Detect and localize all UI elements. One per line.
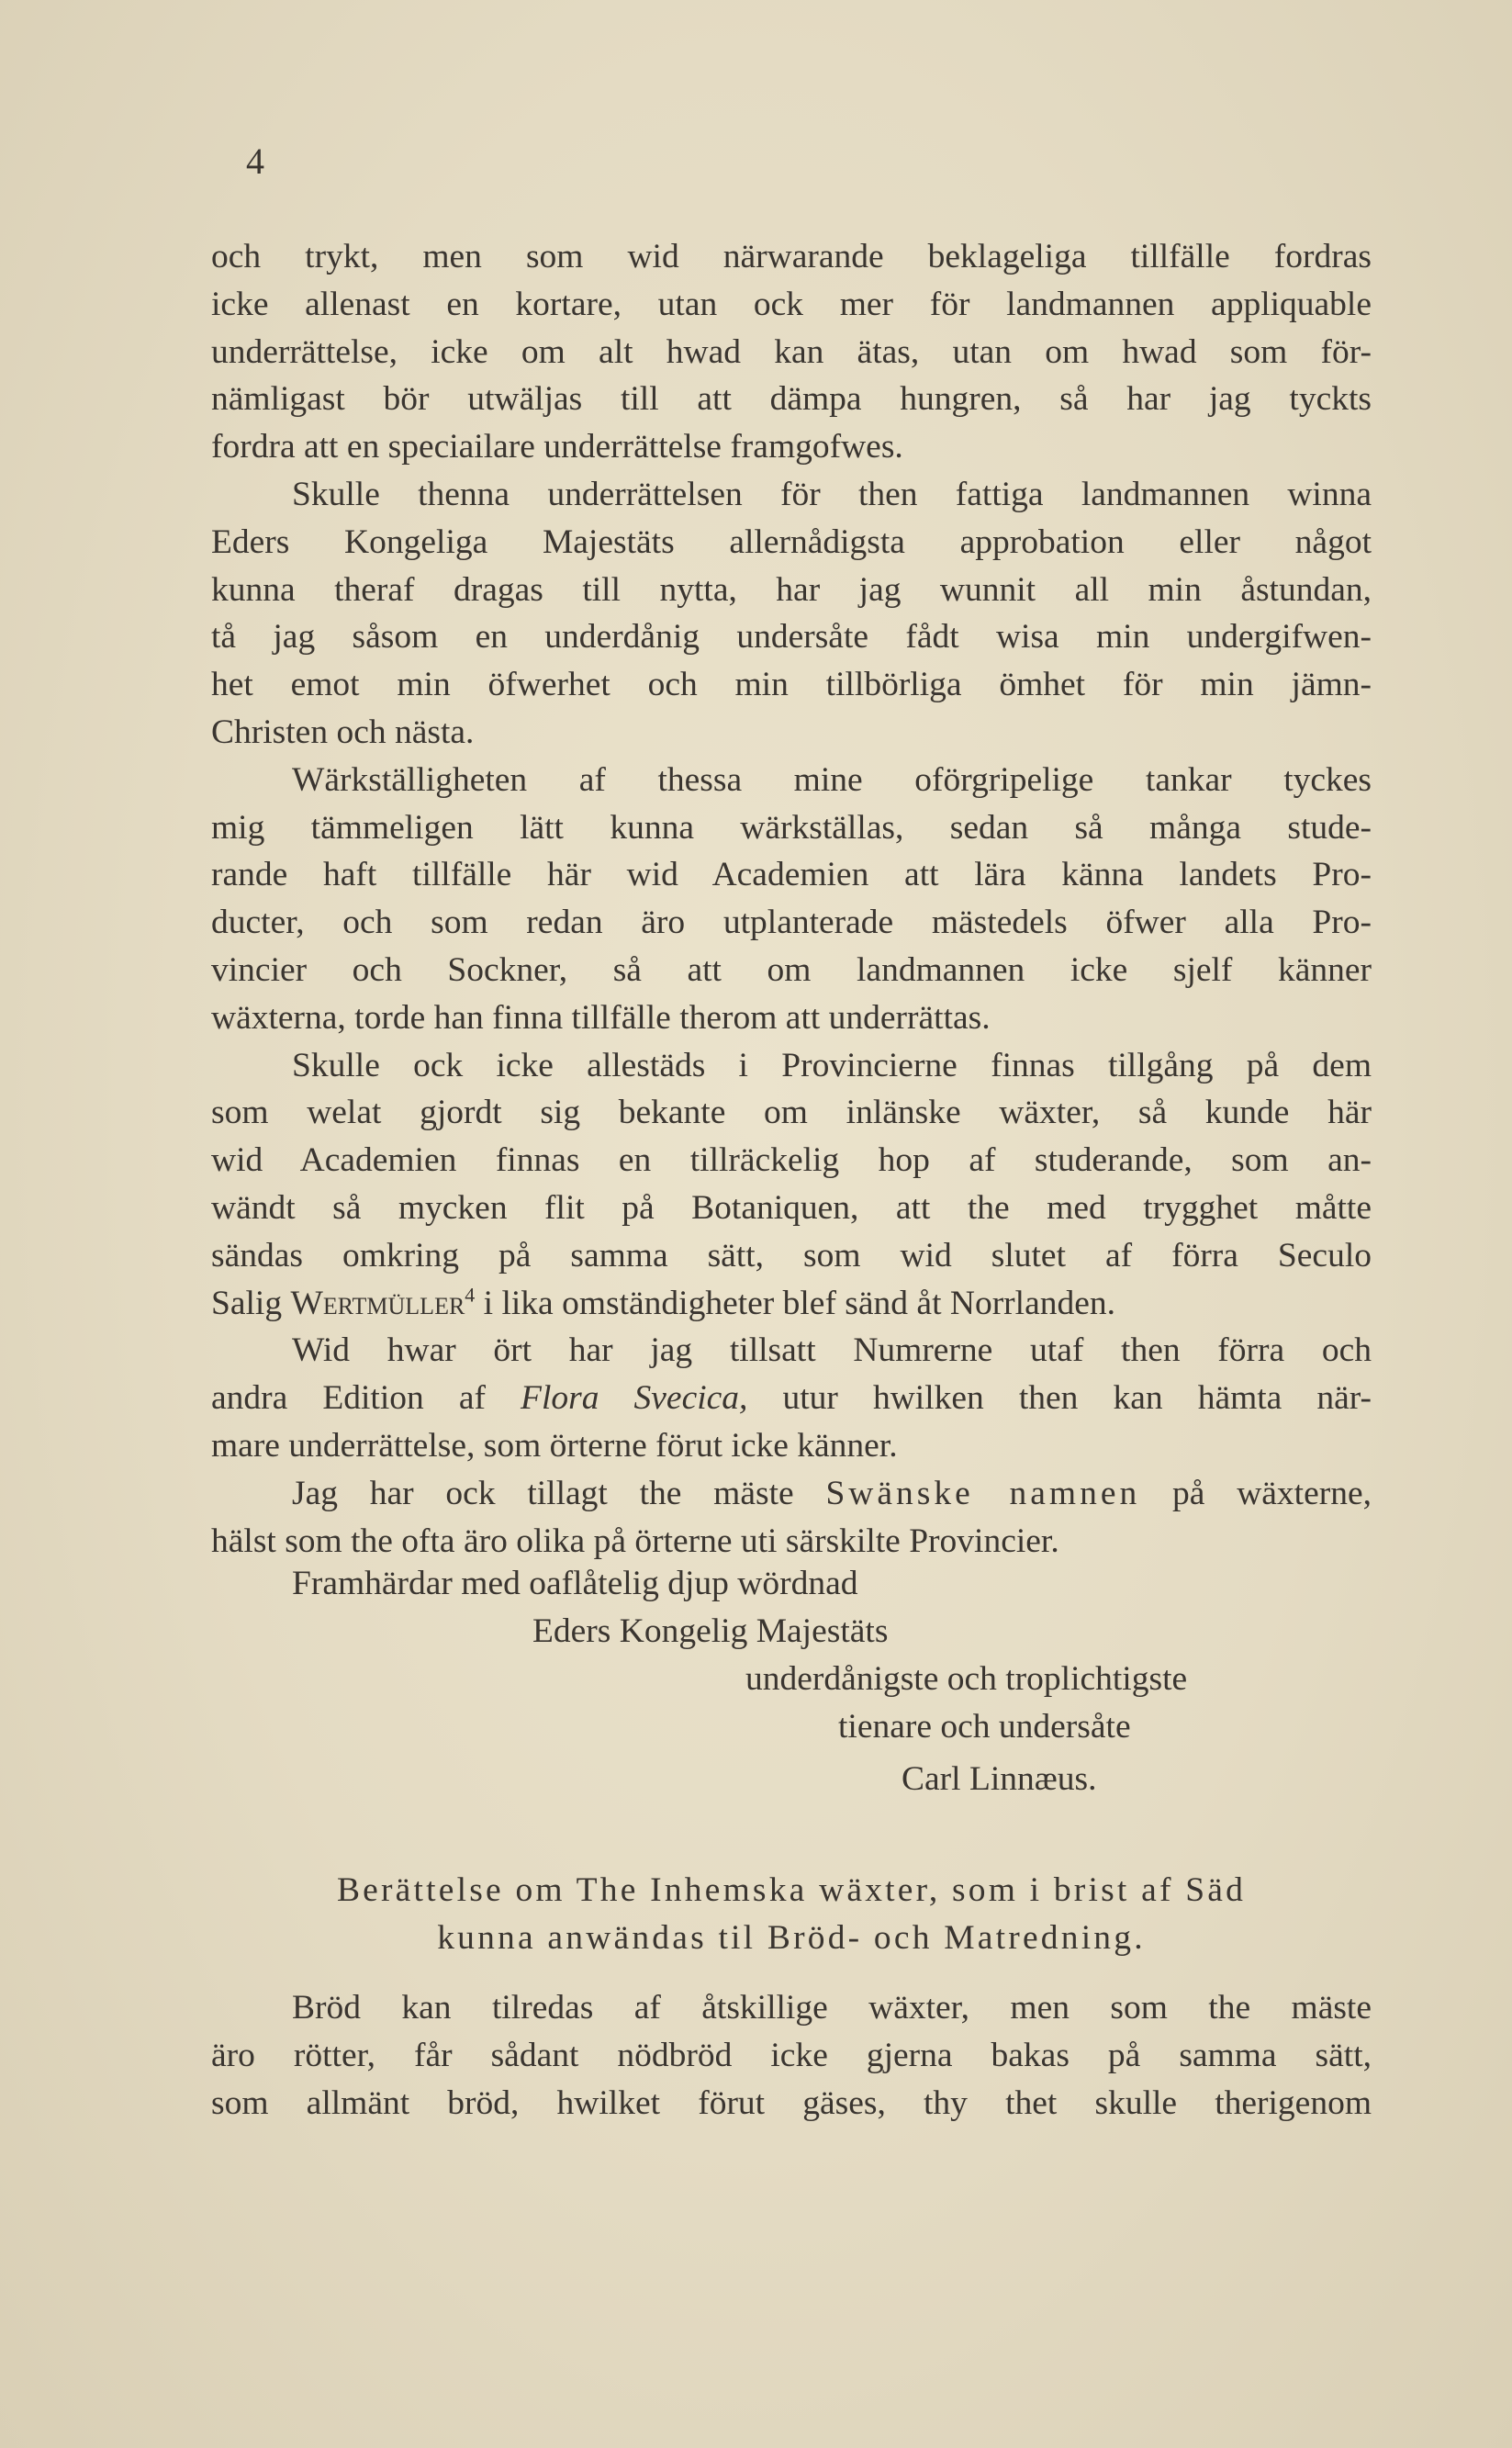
paragraph-3 [211,757,1372,1042]
text-line: kunna theraf dragas till nytta, har jag wunnit all min åstundan, [211,570,1372,609]
paragraph-1 [211,233,1372,471]
text-line: fordra att en speciailare underrättelse framgofwes. [211,428,903,466]
text-line [211,1470,1372,1518]
text-fragment: i lika omständigheter blef sänd åt Norrlanden. [475,1284,1116,1322]
closing-line: tienare och undersåte [838,1708,1131,1746]
text-line: Skulle thenna underrättelsen för then fattiga landmannen winna [292,475,1372,513]
closing-line: underdånigste och troplichtigste [745,1660,1188,1698]
text-line: sändas omkring på samma sätt, som wid slutet af förra Seculo [211,1236,1372,1275]
text-line: hälst som the ofta äro olika på örterne uti särskilte Provincier. [211,1522,1059,1560]
text-line: wid Academien finnas en tillräckelig hop af studerande, som an- [211,1141,1372,1180]
text-line: mig tämmeligen lätt kunna wärkställas, sedan så många stude- [211,808,1372,847]
text-fragment: Jag har ock tillagt the mäste [292,1474,826,1512]
text-line [211,1280,1372,1328]
text-line: underrättelse, icke om alt hwad kan ätas, utan om hwad som för- [211,332,1372,371]
text-line: Wid hwar ört har jag tillsatt Numrerne utaf then förra och [292,1331,1372,1370]
text-line: Skulle ock icke allestäds i Provincierne finnas tillgång på dem [292,1046,1372,1084]
paragraph-6 [211,1470,1372,1566]
page-number: 4 [246,140,264,182]
text-fragment: andra Edition af [211,1379,521,1418]
heading-line: Berättelse om The Inhemska wäxter, som i brist af Säd [336,1871,1247,1909]
text-line: wäxterna, torde han finna tillfälle therom att underrättas. [211,998,991,1037]
text-line: tå jag såsom en underdånig undersåte fådt wisa min undergifwen- [211,618,1372,657]
closing-line: Framhärdar med oaflåtelig djup wördnad [292,1565,858,1602]
text-fragment: Salig [211,1284,291,1322]
closing-line: Eders Kongelig Majestäts [532,1612,889,1650]
text-line [211,1375,1372,1422]
text-line: nämligast bör utwäljas till att dämpa hungren, så har jag tyckts [211,380,1372,419]
text-line: som welat gjordt sig bekante om inlänske wäxter, så kunde här [211,1094,1372,1132]
text-line: Bröd kan tilredas af åtskillige wäxter, men som the mäste [292,1989,1372,2027]
paragraph-final-body [211,1984,1372,2127]
text-line: icke allenast en kortare, utan ock mer för landmannen appliquable [211,285,1372,323]
text-fragment: utur hwilken then kan hämta när- [747,1379,1372,1418]
text-line: rande haft tillfälle här wid Academien att lära känna landets Pro- [211,856,1372,894]
paragraph-2 [211,471,1372,757]
paragraph-4 [211,1042,1372,1328]
text-line: äro rötter, får sådant nödbröd icke gjerna bakas på samma sätt, [211,2036,1372,2074]
signature: Carl Linnæus. [902,1760,1097,1798]
spaced-emphasis: Swänske namnen [825,1474,1141,1512]
paragraph-5 [211,1327,1372,1469]
text-line: Wärkställigheten af thessa mine oförgripelige tankar tyckes [292,760,1372,799]
text-line: vincier och Sockner, så att om landmannen icke sjelf känner [211,950,1372,989]
footnote-marker: 4 [465,1283,476,1307]
text-line: ducter, och som redan äro utplanterade mästedels öfwer alla Pro- [211,904,1372,942]
body-text [211,233,1372,1565]
section-heading [211,1867,1372,1962]
paragraph-final [211,1984,1372,2127]
text-line: Christen och nästa. [211,713,475,751]
text-line: Eders Kongeliga Majestäts allernådigsta approbation eller något [211,522,1372,561]
text-line: wändt så mycken flit på Botaniquen, att the med trygghet måtte [211,1188,1372,1227]
text-line: som allmänt bröd, hwilket förut gäses, thy thet skulle therigenom [211,2083,1372,2122]
text-fragment: på wäxterne, [1140,1474,1372,1512]
person-name: Wertmüller [290,1284,465,1322]
text-line: het emot min öfwerhet och min tillbörliga ömhet för min jämn- [211,666,1372,704]
heading-line: kunna anwändas til Bröd- och Matredning. [437,1919,1146,1957]
book-title: Flora Svecica, [521,1379,748,1418]
text-line: och trykt, men som wid närwarande beklageliga tillfälle fordras [211,238,1372,275]
text-line: mare underrättelse, som örterne förut icke känner. [211,1426,898,1465]
